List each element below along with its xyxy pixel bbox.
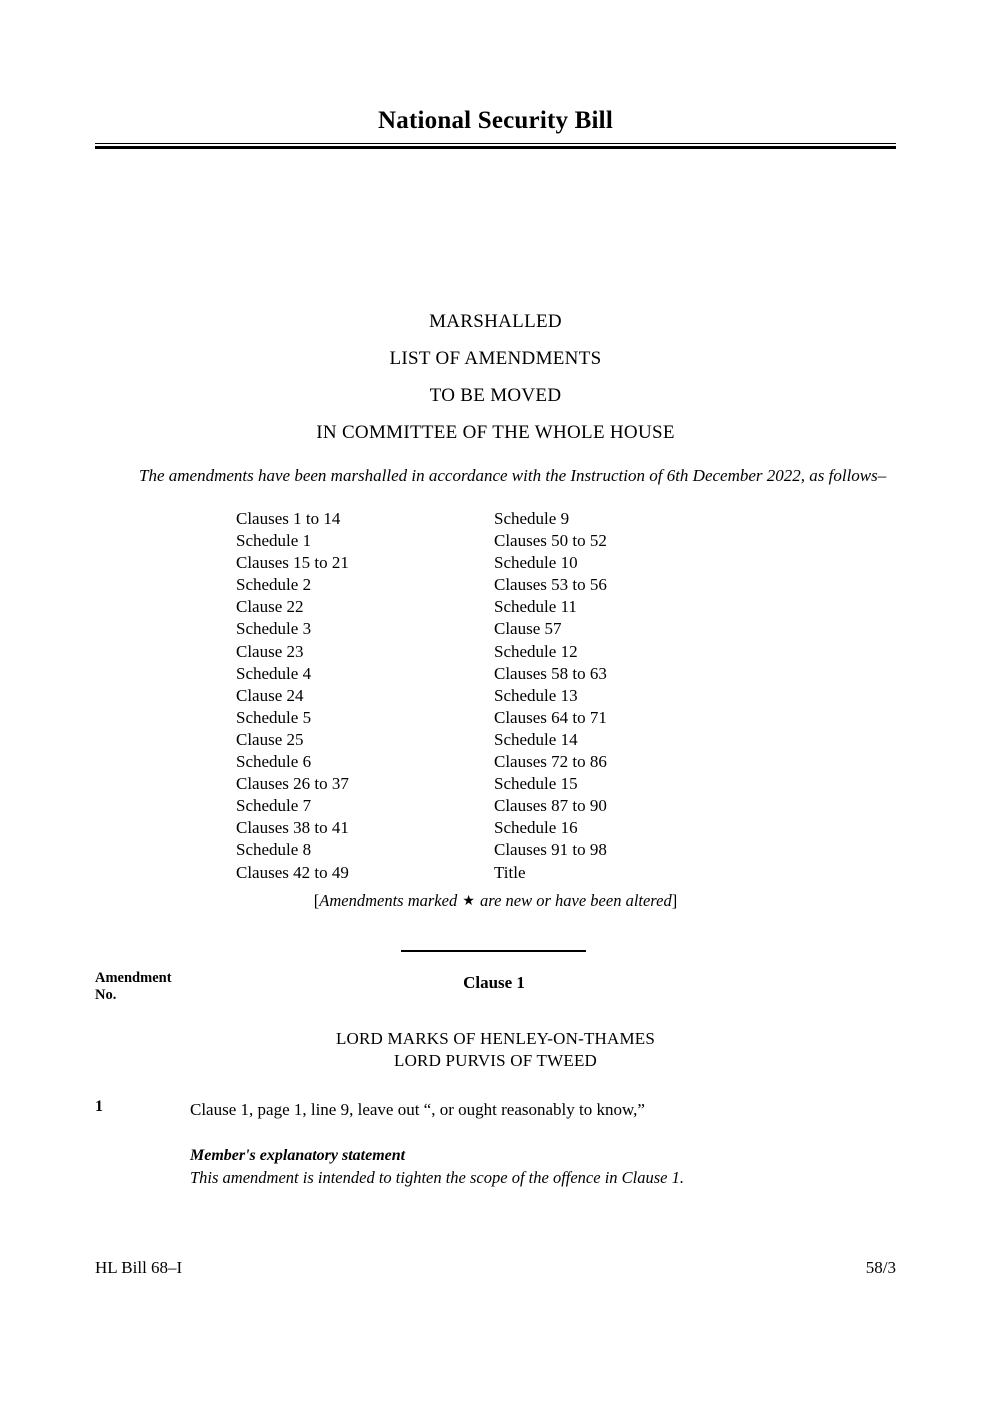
star-note [95, 891, 896, 911]
title-rule-thick [95, 146, 896, 149]
clause-list-item: Clause 23 [236, 641, 304, 661]
title-double-rule [95, 143, 896, 149]
amendment-row [95, 1098, 896, 1122]
heading-line-list-of-amendments: LIST OF AMENDMENTS [389, 348, 602, 369]
clause-list-item: Schedule 2 [236, 575, 312, 595]
clause-list-item: Clauses 1 to 14 [236, 509, 341, 528]
star-note-after-text: are new or have been altered [475, 891, 672, 910]
clause-list-item: Schedule 1 [236, 531, 312, 551]
clause-list-item: Schedule 10 [494, 553, 578, 573]
clause-list-item: Clauses 15 to 21 [236, 553, 349, 573]
clause-list-item: Clause 24 [236, 685, 304, 705]
clause-list-left-column [236, 508, 494, 884]
explanatory-statement [190, 1145, 896, 1189]
clause-list-item: Clauses 53 to 56 [494, 575, 607, 595]
clause-list-right-column [494, 508, 752, 884]
clause-list-item: Clause 57 [494, 619, 562, 639]
clause-list [236, 508, 796, 884]
clause-list-item: Clauses 58 to 63 [494, 663, 607, 683]
clause-list-item: Schedule 7 [236, 796, 312, 816]
clause-list-item: Clauses 38 to 41 [236, 818, 349, 838]
star-note-open-bracket: [ [313, 891, 320, 910]
clause-list-item: Schedule 13 [494, 685, 578, 705]
explanatory-statement-body: This amendment is intended to tighten the scope of the offence in Clause 1. [190, 1168, 685, 1187]
clause-list-item: Schedule 6 [236, 752, 312, 772]
member-name-2: LORD PURVIS OF TWEED [393, 1050, 598, 1070]
heading-line-marshalled: MARSHALLED [429, 311, 562, 332]
amendment-entry [95, 1098, 896, 1189]
clause-list-item: Schedule 5 [236, 707, 312, 727]
clause-list-item: Schedule 12 [494, 641, 578, 661]
clause-list-item: Schedule 16 [494, 818, 578, 838]
amendment-header-line-2: No. [95, 987, 117, 1003]
page-footer [95, 1258, 896, 1278]
member-name-1: LORD MARKS OF HENLEY-ON-THAMES [335, 1029, 656, 1048]
clause-list-item: Clauses 26 to 37 [236, 774, 349, 794]
amendment-number: 1 [95, 1098, 103, 1115]
star-note-before-text: Amendments marked [319, 891, 462, 910]
star-note-close-bracket: ] [671, 891, 678, 910]
clause-list-item: Clauses 72 to 86 [494, 752, 607, 772]
clause-list-item: Schedule 8 [236, 840, 312, 860]
clause-section-heading: Clause 1 [463, 973, 525, 992]
clause-list-item: Clauses 64 to 71 [494, 707, 607, 727]
member-names [95, 1028, 896, 1071]
bill-reference: HL Bill 68–I [95, 1258, 183, 1277]
clause-list-item: Schedule 15 [494, 774, 578, 794]
clause-list-item: Schedule 11 [494, 597, 577, 617]
section-divider-rule [401, 950, 586, 952]
clause-list-item: Clauses 87 to 90 [494, 796, 607, 816]
clause-list-item: Schedule 4 [236, 663, 312, 683]
marshalled-list-heading [95, 303, 896, 451]
clause-list-item: Clauses 50 to 52 [494, 531, 607, 551]
amendment-header-line-1: Amendment [95, 970, 172, 986]
heading-line-in-committee: IN COMMITTEE OF THE WHOLE HOUSE [316, 422, 675, 443]
amendment-text: Clause 1, page 1, line 9, leave out “, or ought reasonably to know,” [190, 1100, 645, 1119]
clause-list-item: Title [494, 862, 526, 882]
instruction-paragraph: The amendments have been marshalled in accordance with the Instruction of 6th December 2022, as follows– [139, 466, 887, 485]
star-icon: ★ [462, 894, 475, 909]
amendment-number-column-header [95, 970, 245, 1004]
clause-list-item: Clause 22 [236, 597, 304, 617]
page-title: National Security Bill [378, 107, 613, 134]
clause-list-item: Schedule 9 [494, 509, 570, 528]
clause-list-item: Schedule 14 [494, 729, 578, 749]
clause-list-item: Schedule 3 [236, 619, 312, 639]
clause-list-item: Clause 25 [236, 729, 304, 749]
page-number: 58/3 [865, 1258, 896, 1277]
explanatory-statement-heading: Member's explanatory statement [190, 1147, 406, 1164]
clause-list-item: Clauses 91 to 98 [494, 840, 607, 860]
heading-line-to-be-moved: TO BE MOVED [429, 385, 562, 406]
clause-list-item: Clauses 42 to 49 [236, 862, 349, 882]
